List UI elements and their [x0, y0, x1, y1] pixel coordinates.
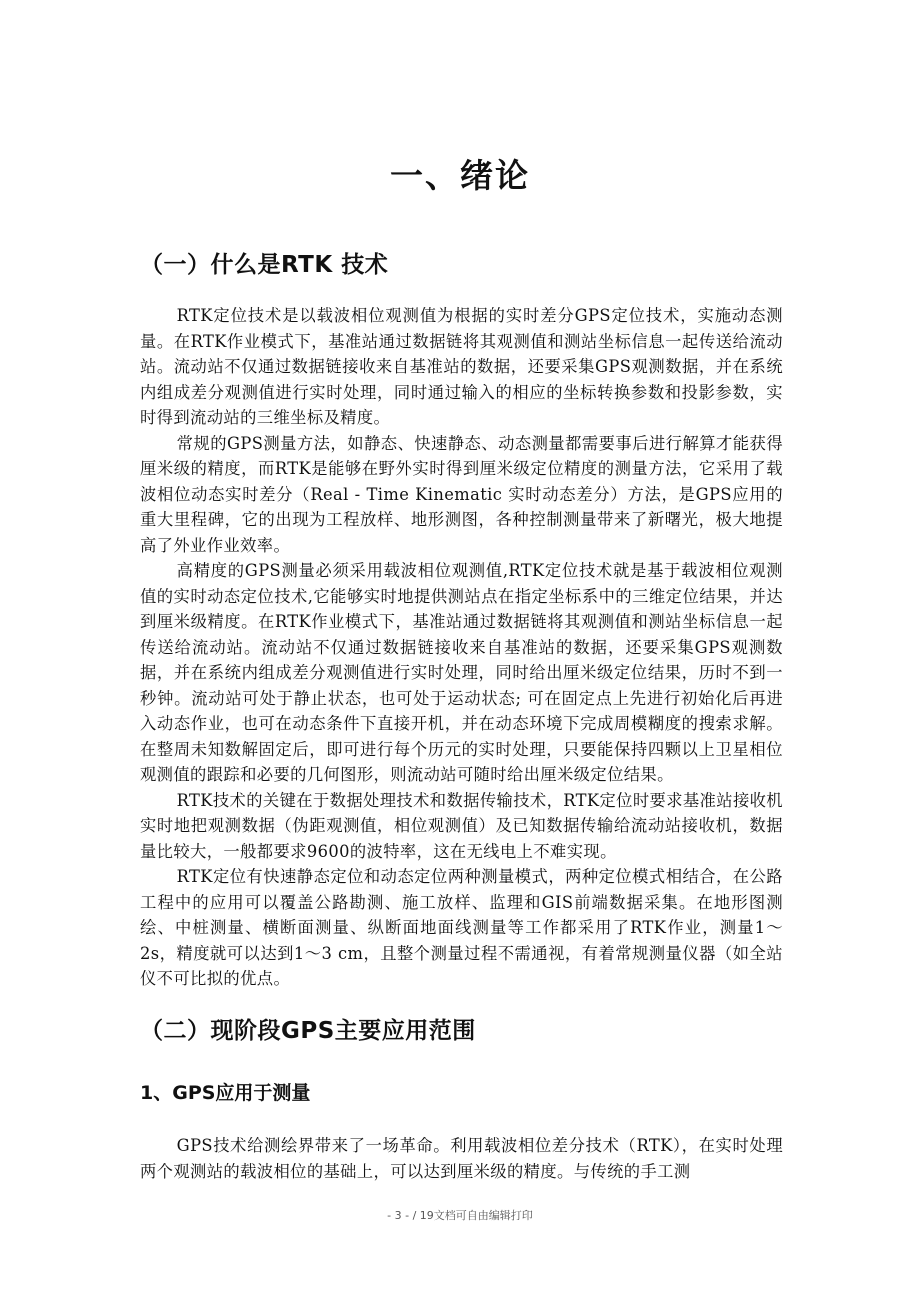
paragraph: GPS技术给测绘界带来了一场革命。利用载波相位差分技术（RTK），在实时处理两个观测站的载波相位的基础上，可以达到厘米级的精度。与传统的手工测 [140, 1136, 783, 1181]
section-2-title: （二）现阶段GPS主要应用范围 [140, 1018, 476, 1044]
paragraph: 常规的GPS测量方法，如静态、快速静态、动态测量都需要事后进行解算才能获得厘米级的精度，而RTK是能够在野外实时得到厘米级定位精度的测量方法，它采用了载波相位动态实时差分（Real - Time Kinematic 实时动态差分）方法，是GPS应用的重大里程碑，它的出现为工程放样、地形测图，各种控制测量带来了新曙光，极大地提高了外业作业效率。 [140, 433, 783, 555]
section-2-body [140, 1133, 783, 1184]
section-1-body [140, 303, 783, 992]
paragraph: RTK定位有快速静态定位和动态定位两种测量模式，两种定位模式相结合，在公路工程中的应用可以覆盖公路勘测、施工放样、监理和GIS前端数据采集。在地形图测绘、中桩测量、横断面测量、纵断面地面线测量等工作都采用了RTK作业，测量1～2s，精度就可以达到1～3 cm，且整个测量过程不需通视，有着常规测量仪器（如全站仪不可比拟的优点。 [140, 867, 783, 988]
paragraph: RTK定位技术是以载波相位观测值为根据的实时差分GPS定位技术，实施动态测量。在RTK作业模式下，基准站通过数据链将其观测值和测站坐标信息一起传送给流动站。流动站不仅通过数据链接收来自基准站的数据，还要采集GPS观测数据，并在系统内组成差分观测值进行实时处理，同时通过输入的相应的坐标转换参数和投影参数，实时得到流动站的三维坐标及精度。 [140, 306, 783, 427]
chapter-title: 一、绪论 [390, 156, 530, 195]
section-1-title: （一）什么是RTK 技术 [140, 252, 389, 278]
subsection-title: 1、GPS应用于测量 [140, 1082, 311, 1104]
paragraph: RTK技术的关键在于数据处理技术和数据传输技术，RTK定位时要求基准站接收机实时地把观测数据（伪距观测值，相位观测值）及已知数据传输给流动站接收机，数据量比较大，一般都要求9600的波特率，这在无线电上不难实现。 [140, 790, 783, 861]
paragraph: 高精度的GPS测量必须采用载波相位观测值,RTK定位技术就是基于载波相位观测值的实时动态定位技术,它能够实时地提供测站点在指定坐标系中的三维定位结果，并达到厘米级精度。在RTK作业模式下，基准站通过数据链将其观测值和测站坐标信息一起传送给流动站。流动站不仅通过数据链接收来自基准站的数据，还要采集GPS观测数据，并在系统内组成差分观测值进行实时处理，同时给出厘米级定位结果，历时不到一秒钟。流动站可处于静止状态，也可处于运动状态; 可在固定点上先进行初始化后再进入动态作业，也可在动态条件下直接开机，并在动态环境下完成周模糊度的搜索求解。在整周未知数解固定后，即可进行每个历元的实时处理，只要能保持四颗以上卫星相位观测值的跟踪和必要的几何图形，则流动站可随时给出厘米级定位结果。 [140, 561, 783, 784]
page-footer: - 3 - / 19文档可自由编辑打印 [387, 1209, 533, 1222]
